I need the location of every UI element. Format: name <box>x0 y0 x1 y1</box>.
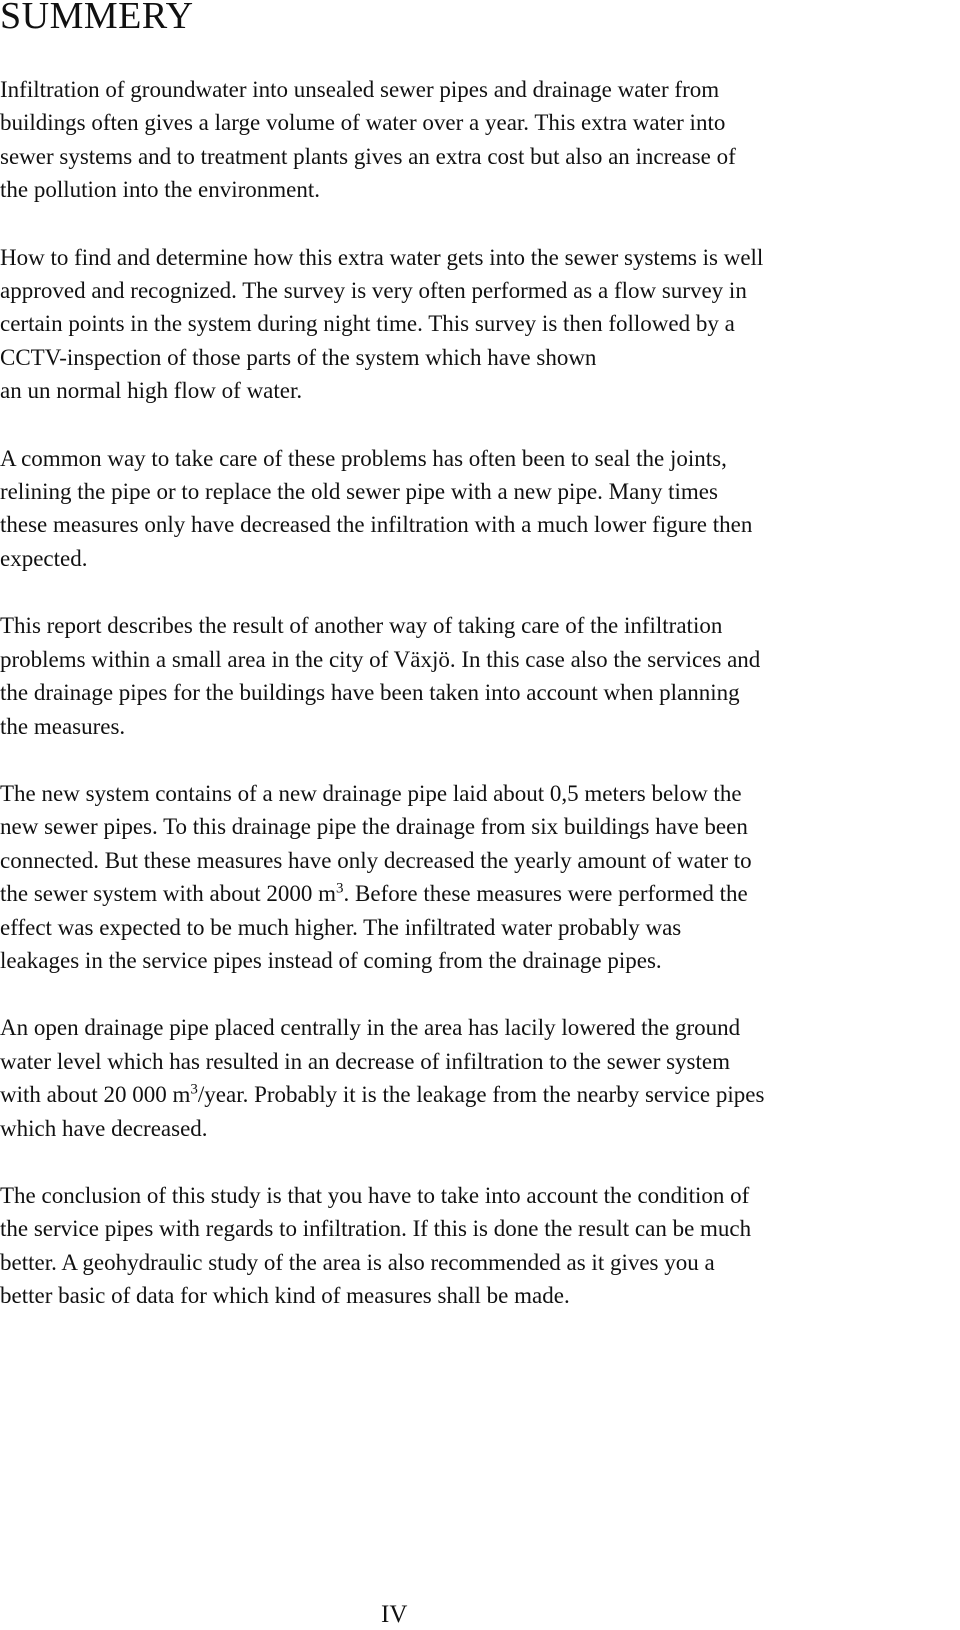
text-line: sewer systems and to treatment plants gives an extra cost but also an increase of <box>0 143 736 169</box>
text-line: leakages in the service pipes instead of coming from the drainage pipes. <box>0 947 662 973</box>
text-line: problems within a small area in the city of Växjö. In this case also the services and <box>0 646 761 672</box>
text-line: connected. But these measures have only decreased the yearly amount of water to <box>0 847 752 873</box>
text-line: certain points in the system during night time. This survey is then followed by a <box>0 311 735 337</box>
paragraph-report-description <box>0 609 960 743</box>
text-line: new sewer pipes. To this drainage pipe the drainage from six buildings have been <box>0 814 748 840</box>
text-line-with-unit <box>0 877 960 910</box>
cubic-exponent: 3 <box>336 880 344 897</box>
text-line: these measures only have decreased the infiltration with a much lower figure then <box>0 512 753 538</box>
text-line: An open drainage pipe placed centrally in the area has lacily lowered the ground <box>0 1015 741 1041</box>
text-line: How to find and determine how this extra water gets into the sewer systems is well <box>0 244 764 270</box>
text-fragment: /year. Probably it is the leakage from the nearby service pipes <box>197 1082 765 1108</box>
text-line: The conclusion of this study is that you have to take into account the condition of <box>0 1182 750 1208</box>
text-line: which have decreased. <box>0 1115 208 1141</box>
text-line: the service pipes with regards to infiltration. If this is done the result can be much <box>0 1216 752 1242</box>
paragraph-conclusion <box>0 1179 960 1313</box>
text-line: This report describes the result of another way of taking care of the infiltration <box>0 613 723 639</box>
summary-body <box>0 73 960 1347</box>
cubic-exponent: 3 <box>190 1081 198 1098</box>
text-line: buildings often gives a large volume of water over a year. This extra water into <box>0 110 726 136</box>
text-line: the drainage pipes for the buildings have been taken into account when planning <box>0 680 740 706</box>
paragraph-common-measures <box>0 442 960 576</box>
text-line: relining the pipe or to replace the old sewer pipe with a new pipe. Many times <box>0 479 718 505</box>
text-fragment: the sewer system with about 2000 m <box>0 881 337 907</box>
text-line: effect was expected to be much higher. The infiltrated water probably was <box>0 914 682 940</box>
page-number: IV <box>381 1601 408 1628</box>
text-fragment: with about 20 000 m <box>0 1082 191 1108</box>
text-line: water level which has resulted in an decrease of infiltration to the sewer system <box>0 1048 730 1074</box>
text-line: The new system contains of a new drainage pipe laid about 0,5 meters below the <box>0 780 742 806</box>
text-line-with-unit <box>0 1078 960 1111</box>
text-line: Infiltration of groundwater into unsealed sewer pipes and drainage water from <box>0 77 720 102</box>
text-line: better basic of data for which kind of measures shall be made. <box>0 1283 570 1309</box>
text-line: an un normal high flow of water. <box>0 378 303 404</box>
text-line: expected. <box>0 545 88 571</box>
text-line: CCTV-inspection of those parts of the system which have shown <box>0 344 597 370</box>
text-line: the pollution into the environment. <box>0 177 321 203</box>
paragraph-new-system <box>0 777 960 977</box>
paragraph-infiltration-intro <box>0 73 960 207</box>
paragraph-survey-method <box>0 241 960 408</box>
paragraph-open-drainage <box>0 1011 960 1145</box>
page-heading: SUMMERY <box>0 0 194 37</box>
text-line: approved and recognized. The survey is very often performed as a flow survey in <box>0 278 747 304</box>
text-line: the measures. <box>0 713 126 739</box>
text-line: better. A geohydraulic study of the area is also recommended as it gives you a <box>0 1249 715 1275</box>
text-line: A common way to take care of these problems has often been to seal the joints, <box>0 445 727 471</box>
text-fragment: . Before these measures were performed the <box>343 881 748 907</box>
